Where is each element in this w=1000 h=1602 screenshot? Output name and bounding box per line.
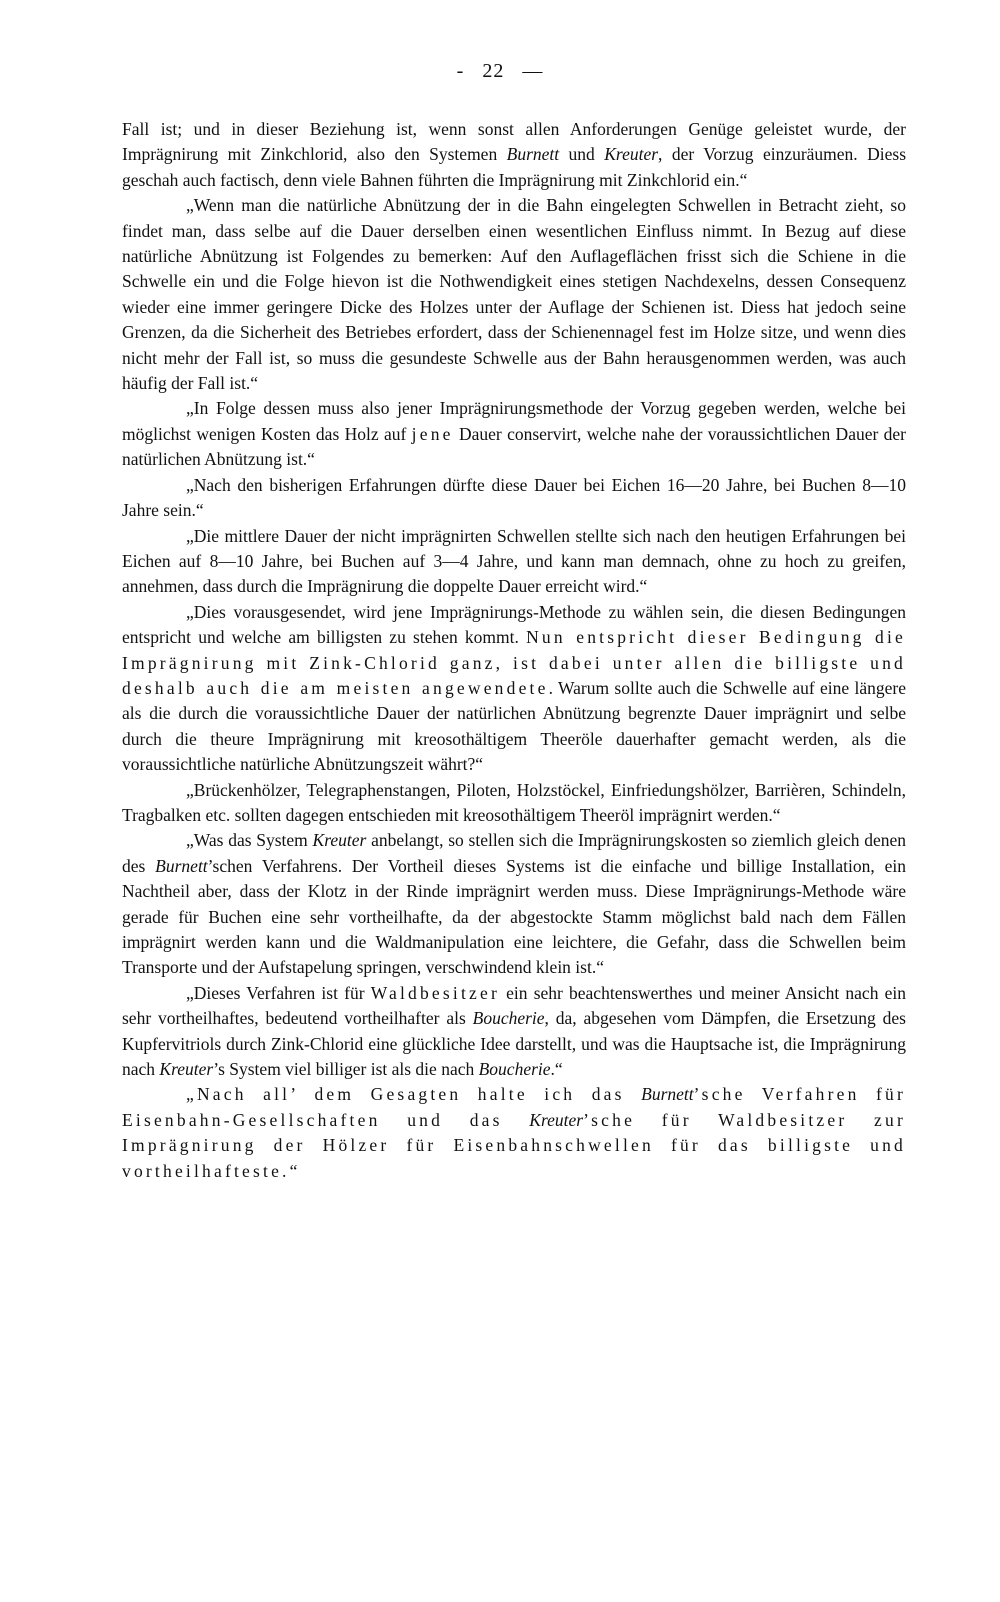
italic-name: Kreuter [529,1109,584,1130]
spaced-emphasis-text: „Nach all’ dem Gesagten halte ich das [186,1084,642,1105]
italic-name: Boucherie [472,1008,545,1029]
spaced-emphasis-text: jene [411,423,454,444]
text-run: Dauer conservirt, welche nahe der voraussichtlichen Dauer der natürlichen Abnützung ist.“ [122,423,907,470]
paragraph [122,473,906,524]
spaced-emphasis-text: für Waldbesitzer zur Imprägnirung der Hölzer für Eisenbahnschwellen für das billigste und vortheilhafteste.“ [122,1109,906,1181]
italic-name: Kreuter [604,144,659,165]
page-number: 22 [482,60,505,82]
spaced-emphasis-text: Nun entspricht dieser Bedingung die Imprägnirung mit Zink-Chlorid ganz, ist dabei unter allen die billigste und deshalb auch die am meisten angewendete [122,627,906,698]
text-run: . Warum sollte auch die Schwelle auf eine längere als die durch die voraussichtliche Dauer der natürlichen Abnützung begrenzte Dauer imprägnirt und selbe durch die theure Imprägnirung mit kreosothältigem Theeröle dauerhafter gemacht werden, als die voraussichtliche natürliche Abnützungszeit währt?“ [122,677,907,775]
italic-name: Burnett [506,144,560,165]
text-run: „Wenn man die natürliche Abnützung der in die Bahn eingelegten Schwellen in Betracht zieht, so findet man, dass selbe auf die Dauer derselben einen wesentlichen Einfluss nimmt. In Bezug auf diese natürliche Abnützung ist Folgendes zu bemerken: Auf den Auflageflächen frisst sich die Schiene in die Schwelle ein und die Folge hievon ist die Nothwendigkeit eines stetigen Nachdexelns, dessen Consequenz wieder eine immer geringere Dicke des Holzes unter der Auflage der Schienen ist. Diess hat jedoch seine Grenzen, da die Sicherheit des Betriebes erfordert, dass der Schienennagel fest im Holze sitze, und wenn dies nicht mehr der Fall ist, so muss die gesundeste Schwelle aus der Bahn herausgenommen werden, was auch häufig der Fall ist.“ [122,195,906,394]
text-run: „Nach den bisherigen Erfahrungen dürfte diese Dauer bei Eichen 16—20 Jahre, bei Buchen 8—10 Jahre sein.“ [122,474,906,521]
paragraph [122,981,906,1083]
page-number-dash-left: - [456,60,465,82]
paragraph [122,778,906,829]
text-run: „Was das System [186,830,313,851]
page-number-header [0,60,1000,83]
paragraph [122,193,906,396]
spaced-emphasis-text: ’sche [693,1084,762,1105]
paragraph [122,117,906,193]
paragraph [122,1082,906,1184]
text-run: ein sehr beachtenswerthes und meiner Ansicht nach ein sehr vortheilhaftes, bedeutend vortheilhafter als [122,982,906,1029]
text-run: ’schen Verfahrens. Der Vortheil dieses Systems ist die einfache und billige Installation, ein Nachtheil aber, dass der Klotz in der Rinde imprägnirt werden muss. Diese Imprägnirungs-Methode wäre gerade für Buchen eine sehr vortheilhafte, da der abgestockte Stamm möglichst bald nach dem Fällen imprägnirt werden kann und die Waldmanipulation eine leichtere, die Gefahr, dass die Schwellen beim Transporte und der Aufstapelung springen, verschwindend klein ist.“ [122,855,907,978]
text-run: „In Folge dessen muss also jener Imprägnirungsmethode der Vorzug gegeben werden, welche bei möglichst wenigen Kosten das Holz auf [122,398,906,444]
paragraph [122,396,906,472]
italic-name: Boucherie [478,1059,551,1080]
text-run: ’s System viel billiger ist als die nach [213,1059,479,1080]
paragraph [122,600,906,778]
italic-name: Kreuter [312,830,367,851]
body-text [122,117,906,1184]
text-run: .“ [550,1059,563,1080]
spaced-emphasis-text: ’sche [583,1109,662,1130]
paragraph [122,524,906,600]
text-run: anbelangt, so stellen sich die Imprägnirungskosten so ziemlich gleich denen des [122,830,907,876]
text-run: , der Vorzug einzuräumen. Diess geschah auch factisch, denn viele Bahnen führten die Imprägnirung mit Zinkchlorid ein.“ [122,144,906,190]
spaced-emphasis-text: Waldbesitzer [370,982,500,1003]
page-number-dash-right: — [522,60,544,82]
paragraph [122,828,906,980]
text-run: „Brückenhölzer, Telegraphenstangen, Piloten, Holzstöckel, Einfriedungshölzer, Barrièren, Schindeln, Tragbalken etc. sollten dagegen entschieden mit kreosothältigem Theeröl imprägnirt werden.“ [122,779,906,825]
italic-name: Burnett [641,1084,694,1105]
text-run: und [559,144,605,165]
italic-name: Burnett [155,855,208,876]
text-run: „Dieses Verfahren ist für [186,982,371,1003]
text-run: „Die mittlere Dauer der nicht imprägnirten Schwellen stellte sich nach den heutigen Erfahrungen bei Eichen auf 8—10 Jahre, bei Buchen auf 3—4 Jahre, und kann man demnach, ohne zu hoch zu greifen, annehmen, dass durch die Imprägnirung die doppelte Dauer erreicht wird.“ [122,525,906,597]
text-run: „Dies vorausgesendet, wird jene Imprägnirungs-Methode zu wählen sein, die diesen Bedingungen entspricht und welche am billigsten zu stehen kommt. [122,601,906,648]
spaced-emphasis-text: Verfahren für Eisenbahn-Gesellschaften und das [122,1084,906,1130]
italic-name: Kreuter [159,1059,214,1080]
text-run: Fall ist; und in dieser Beziehung ist, wenn sonst allen Anforderungen Genüge geleistet wurde, der Imprägnirung mit Zinkchlorid, also den Systemen [122,119,906,165]
text-run: , da, abgesehen vom Dämpfen, die Ersetzung des Kupfervitriols durch Zink-Chlorid eine glückliche Idee darstellt, und was die Hauptsache ist, die Imprägnirung nach [122,1008,906,1080]
